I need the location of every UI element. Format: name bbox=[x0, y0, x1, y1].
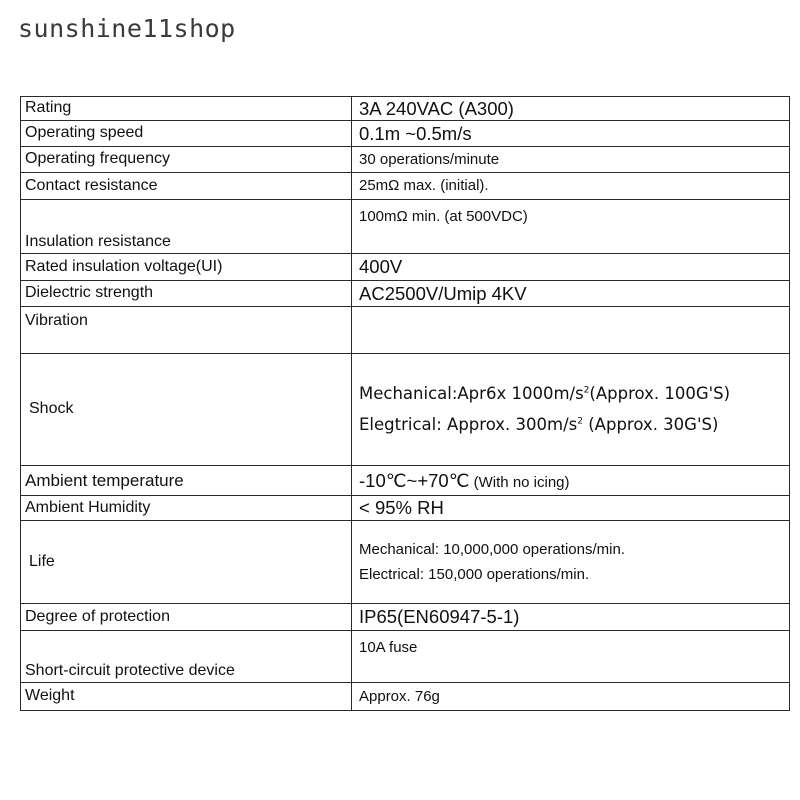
label-weight: Weight bbox=[21, 683, 352, 711]
spec-row-shock bbox=[21, 354, 790, 466]
shop-watermark: sunshine11shop bbox=[18, 14, 236, 43]
value-dielectric: AC2500V/Umip 4KV bbox=[352, 281, 790, 307]
spec-row-short-circuit bbox=[21, 631, 790, 683]
value-short-circuit: 10A fuse bbox=[352, 631, 790, 683]
spec-row-speed bbox=[21, 121, 790, 147]
label-rating: Rating bbox=[21, 97, 352, 121]
value-ambient-temperature: -10℃~+70℃ (With no icing) bbox=[352, 466, 790, 496]
spec-row-weight bbox=[21, 683, 790, 711]
label-life: Life bbox=[21, 521, 352, 604]
value-shock bbox=[352, 354, 790, 466]
spec-row-rating bbox=[21, 97, 790, 121]
label-ambient-temperature: Ambient temperature bbox=[21, 466, 352, 496]
spec-row-contact bbox=[21, 173, 790, 200]
label-short-circuit: Short-circuit protective device bbox=[21, 631, 352, 683]
life-mechanical: Mechanical: 10,000,000 operations/min. bbox=[359, 540, 626, 558]
value-frequency: 30 operations/minute bbox=[352, 147, 790, 173]
label-insulation-voltage: Rated insulation voltage(UI) bbox=[21, 254, 352, 281]
label-ambient-humidity: Ambient Humidity bbox=[21, 496, 352, 521]
label-shock: Shock bbox=[21, 354, 352, 466]
value-insulation-voltage: 400V bbox=[352, 254, 790, 281]
spec-row-insulation bbox=[21, 200, 790, 254]
spec-table bbox=[20, 96, 790, 711]
value-weight: Approx. 76g bbox=[352, 683, 790, 711]
shock-electrical: Elegtrical: Approx. $300m/s^2$ (Approx. 30G'S) bbox=[359, 414, 719, 434]
spec-row-protection bbox=[21, 604, 790, 631]
spec-row-ambient-humidity bbox=[21, 496, 790, 521]
spec-row-ambient-temperature bbox=[21, 466, 790, 496]
spec-row-frequency bbox=[21, 147, 790, 173]
spec-row-vibration bbox=[21, 307, 790, 354]
label-speed: Operating speed bbox=[21, 121, 352, 147]
value-contact: 25mΩ max. (initial). bbox=[352, 173, 790, 200]
value-rating: 3A 240VAC (A300) bbox=[352, 97, 790, 121]
label-contact: Contact resistance bbox=[21, 173, 352, 200]
value-ambient-humidity: < 95% RH bbox=[352, 496, 790, 521]
spec-row-insulation-voltage bbox=[21, 254, 790, 281]
spec-row-dielectric bbox=[21, 281, 790, 307]
shock-mechanical: Mechanical:Apr6x $1000m/s^2(Approx$. 100G'S) bbox=[359, 383, 731, 403]
label-dielectric: Dielectric strength bbox=[21, 281, 352, 307]
label-frequency: Operating frequency bbox=[21, 147, 352, 173]
life-electrical: Electrical: 150,000 operations/min. bbox=[359, 566, 590, 583]
value-speed: 0.1m ~0.5m/s bbox=[352, 121, 790, 147]
value-life bbox=[352, 521, 790, 604]
label-protection: Degree of protection bbox=[21, 604, 352, 631]
spec-row-life bbox=[21, 521, 790, 604]
value-protection: IP65(EN60947-5-1) bbox=[352, 604, 790, 631]
value-vibration bbox=[352, 307, 790, 354]
value-insulation: 100mΩ min. (at 500VDC) bbox=[352, 200, 790, 254]
label-vibration: Vibration bbox=[21, 307, 352, 354]
label-insulation: Insulation resistance bbox=[21, 200, 352, 254]
